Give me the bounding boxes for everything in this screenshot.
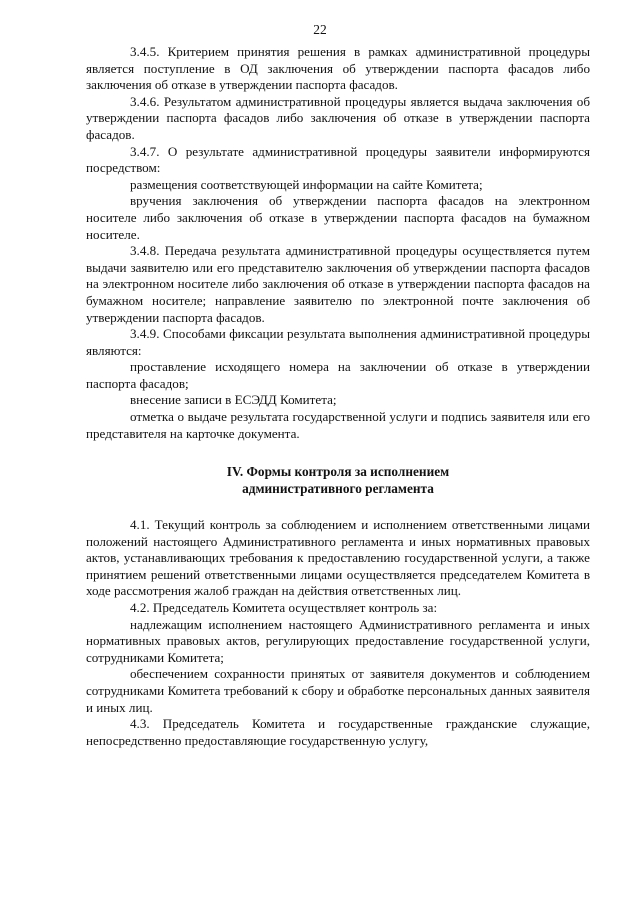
section-heading (86, 464, 590, 497)
page-number: 22 (313, 22, 327, 37)
section-heading-line-1: IV. Формы контроля за исполнением (226, 464, 450, 480)
list-item-document-safety: обеспечением сохранности принятых от заявителя документов и соблюдением сотрудниками Комитета требований к сбору и обработке персональных данных заявителя и иных лиц. (86, 666, 590, 715)
paragraph-3-4-8: 3.4.8. Передача результата административной процедуры осуществляется путем выдачи заявителю или его представителю заключения об утверждении паспорта фасадов на электронном носителе либо заключения об отказе в утверждении паспорта фасадов на бумажном носителе; направление заявителю по электронной почте заключения об утверждении паспорта фасадов. (86, 243, 590, 325)
paragraph-3-4-9: 3.4.9. Способами фиксации результата выполнения административной процедуры являются: (86, 326, 590, 358)
paragraph-4-1: 4.1. Текущий контроль за соблюдением и исполнением ответственными лицами положений настоящего Административного регламента и иных нормативных правовых актов, устанавливающих требования к предоставлению государственной услуги, а также принятием решений ответственными лицами осуществляется председателем Комитета в ходе рассмотрения жалоб граждан на действия ответственных лиц. (86, 517, 590, 599)
list-item-delivery: вручения заключения об утверждении паспорта фасадов на электронном носителе либо заключения об отказе в утверждении паспорта фасадов на бумажном носителе. (86, 193, 590, 242)
list-item-outgoing-number: проставление исходящего номера на заключении об отказе в утверждении паспорта фасадов; (86, 359, 590, 391)
list-item-esedd-record: внесение записи в ЕСЭДД Комитета; (130, 392, 337, 408)
section-heading-line-2: административного регламента (242, 480, 434, 496)
paragraph-4-3: 4.3. Председатель Комитета и государственные гражданские служащие, непосредственно предоставляющие государственную услугу, (86, 716, 590, 748)
paragraph-4-2: 4.2. Председатель Комитета осуществляет контроль за: (130, 600, 438, 616)
paragraph-3-4-6: 3.4.6. Результатом административной процедуры является выдача заключения об утверждении паспорта фасадов либо заключения об отказе в утверждении паспорта фасадов. (86, 93, 590, 142)
paragraph-3-4-7: 3.4.7. О результате административной процедуры заявители информируются посредством: (86, 143, 590, 176)
list-item-regulation-compliance: надлежащим исполнением настоящего Административного регламента и иных нормативных правовых актов, регулирующих предоставление государственной услуги, сотрудниками Комитета; (86, 616, 590, 665)
document-body (86, 44, 590, 749)
paragraph-3-4-5: 3.4.5. Критерием принятия решения в рамках административной процедуры является поступление в ОД заключения об утверждении паспорта фасадов либо заключения об отказе в утверждении паспорта фасадов. (86, 44, 590, 93)
list-item-website: размещения соответствующей информации на сайте Комитета; (130, 176, 483, 192)
list-item-card-mark: отметка о выдаче результата государственной услуги и подпись заявителя или его представителя на карточке документа. (86, 409, 590, 441)
